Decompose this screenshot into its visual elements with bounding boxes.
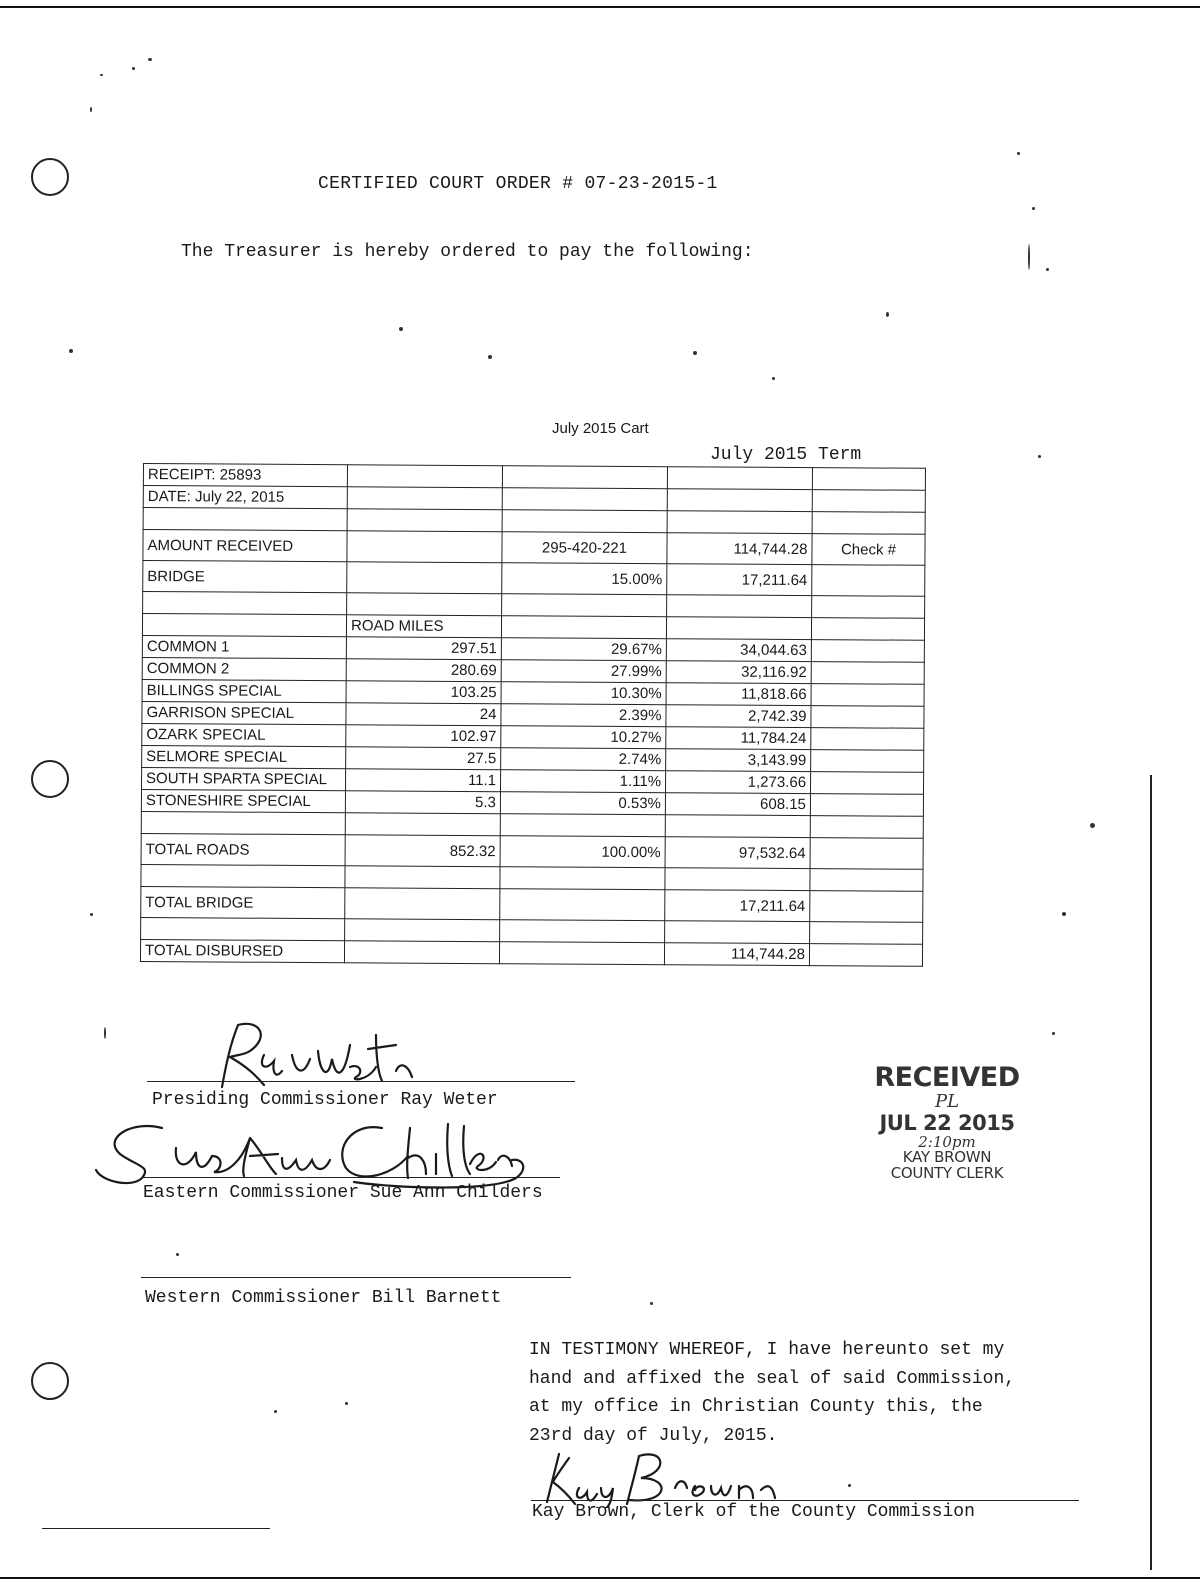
district-miles: 11.1 xyxy=(346,769,501,792)
district-amount: 608.15 xyxy=(665,793,810,816)
district-name: SELMORE SPECIAL xyxy=(142,745,346,768)
district-name: SOUTH SPARTA SPECIAL xyxy=(142,767,346,790)
district-name: GARRISON SPECIAL xyxy=(142,701,346,724)
term-label: July 2015 Term xyxy=(710,445,862,465)
total-roads-percent: 100.00% xyxy=(500,836,665,868)
signature-line xyxy=(147,1081,575,1082)
table-row xyxy=(143,561,925,597)
kay-brown-signature-icon xyxy=(535,1448,795,1508)
total-bridge-label: TOTAL BRIDGE xyxy=(141,886,345,918)
district-amount: 2,742.39 xyxy=(666,705,811,728)
district-percent: 0.53% xyxy=(500,792,665,815)
district-percent: 2.74% xyxy=(501,748,666,771)
punch-hole-icon xyxy=(31,1362,69,1400)
district-amount: 32,116.92 xyxy=(666,661,811,684)
total-bridge-amount: 17,211.64 xyxy=(665,890,810,922)
table-row xyxy=(141,886,923,922)
total-roads-label: TOTAL ROADS xyxy=(141,833,345,865)
district-percent: 29.67% xyxy=(501,638,666,661)
bridge-amount: 17,211.64 xyxy=(667,564,812,596)
road-miles-header: ROAD MILES xyxy=(346,615,501,638)
testimony-line: 23rd day of July, 2015. xyxy=(529,1425,778,1446)
stamp-initials: PL xyxy=(934,1091,960,1112)
bridge-label: BRIDGE xyxy=(143,561,347,593)
district-percent: 10.30% xyxy=(501,682,666,705)
district-miles: 103.25 xyxy=(346,681,501,704)
signature-line xyxy=(141,1277,571,1278)
district-miles: 5.3 xyxy=(345,791,500,814)
district-miles: 280.69 xyxy=(346,659,501,682)
stamp-time: 2:10pm xyxy=(918,1133,976,1151)
presiding-commissioner-label: Presiding Commissioner Ray Weter xyxy=(152,1090,498,1110)
testimony-line: IN TESTIMONY WHEREOF, I have hereunto set my xyxy=(529,1340,1005,1360)
punch-hole-icon xyxy=(31,760,69,798)
margin-line xyxy=(42,1528,270,1529)
district-miles: 102.97 xyxy=(346,725,501,748)
table-row xyxy=(141,833,923,869)
bridge-percent: 15.00% xyxy=(502,563,667,595)
punch-hole-icon xyxy=(31,158,69,196)
clerk-label: Kay Brown, Clerk of the County Commission xyxy=(532,1502,975,1522)
top-edge-line xyxy=(0,6,1200,8)
district-name: BILLINGS SPECIAL xyxy=(142,679,346,702)
testimony-paragraph xyxy=(529,1336,1015,1450)
district-amount: 11,784.24 xyxy=(666,727,811,750)
district-name: COMMON 2 xyxy=(142,657,346,680)
western-commissioner-label: Western Commissioner Bill Barnett xyxy=(145,1288,502,1308)
stamp-office: COUNTY CLERK xyxy=(890,1164,1004,1182)
total-disbursed-label: TOTAL DISBURSED xyxy=(140,939,344,962)
table-row xyxy=(140,939,922,966)
district-percent: 10.27% xyxy=(501,726,666,749)
district-amount: 34,044.63 xyxy=(666,639,811,662)
order-title: CERTIFIED COURT ORDER # 07-23-2015-1 xyxy=(318,174,718,194)
signature-line xyxy=(531,1500,1079,1501)
district-percent: 1.11% xyxy=(500,770,665,793)
district-miles: 24 xyxy=(346,703,501,726)
order-instruction: The Treasurer is hereby ordered to pay the following: xyxy=(181,242,754,262)
stamp-name: KAY BROWN xyxy=(902,1148,992,1166)
disbursement-ledger xyxy=(140,463,925,1038)
district-miles: 297.51 xyxy=(346,637,501,660)
account-number: 295-420-221 xyxy=(502,532,667,564)
district-miles: 27.5 xyxy=(346,747,501,770)
receipt-number: RECEIPT: 25893 xyxy=(143,464,347,487)
check-number-label: Check # xyxy=(812,534,925,566)
testimony-line: hand and affixed the seal of said Commission, xyxy=(529,1368,1016,1389)
district-amount: 1,273.66 xyxy=(665,771,810,794)
total-disbursed-amount: 114,744.28 xyxy=(664,943,809,966)
district-name: OZARK SPECIAL xyxy=(142,723,346,746)
eastern-commissioner-label: Eastern Commissioner Sue Ann Childers xyxy=(143,1183,543,1203)
stamp-received: RECEIVED xyxy=(874,1062,1020,1093)
district-percent: 2.39% xyxy=(501,704,666,727)
received-stamp xyxy=(862,1062,1032,1181)
total-roads-amount: 97,532.64 xyxy=(665,837,810,869)
testimony-line: at my office in Christian County this, the xyxy=(529,1397,983,1417)
stamp-date: JUL 22 2015 xyxy=(879,1111,1015,1135)
bottom-edge-line xyxy=(0,1577,1200,1579)
ray-weter-signature-icon xyxy=(200,1015,430,1095)
right-margin-line xyxy=(1150,775,1152,1570)
district-amount: 3,143.99 xyxy=(666,749,811,772)
district-name: STONESHIRE SPECIAL xyxy=(141,789,345,812)
receipt-date: DATE: July 22, 2015 xyxy=(143,486,347,509)
district-amount: 11,818.66 xyxy=(666,683,811,706)
cart-label: July 2015 Cart xyxy=(552,420,649,437)
signature-line xyxy=(142,1177,560,1178)
total-roads-miles: 852.32 xyxy=(345,835,500,867)
district-name: COMMON 1 xyxy=(142,635,346,658)
amount-received-label: AMOUNT RECEIVED xyxy=(143,530,347,562)
table-row xyxy=(143,530,925,566)
amount-received-value: 114,744.28 xyxy=(667,533,812,565)
district-percent: 27.99% xyxy=(501,660,666,683)
